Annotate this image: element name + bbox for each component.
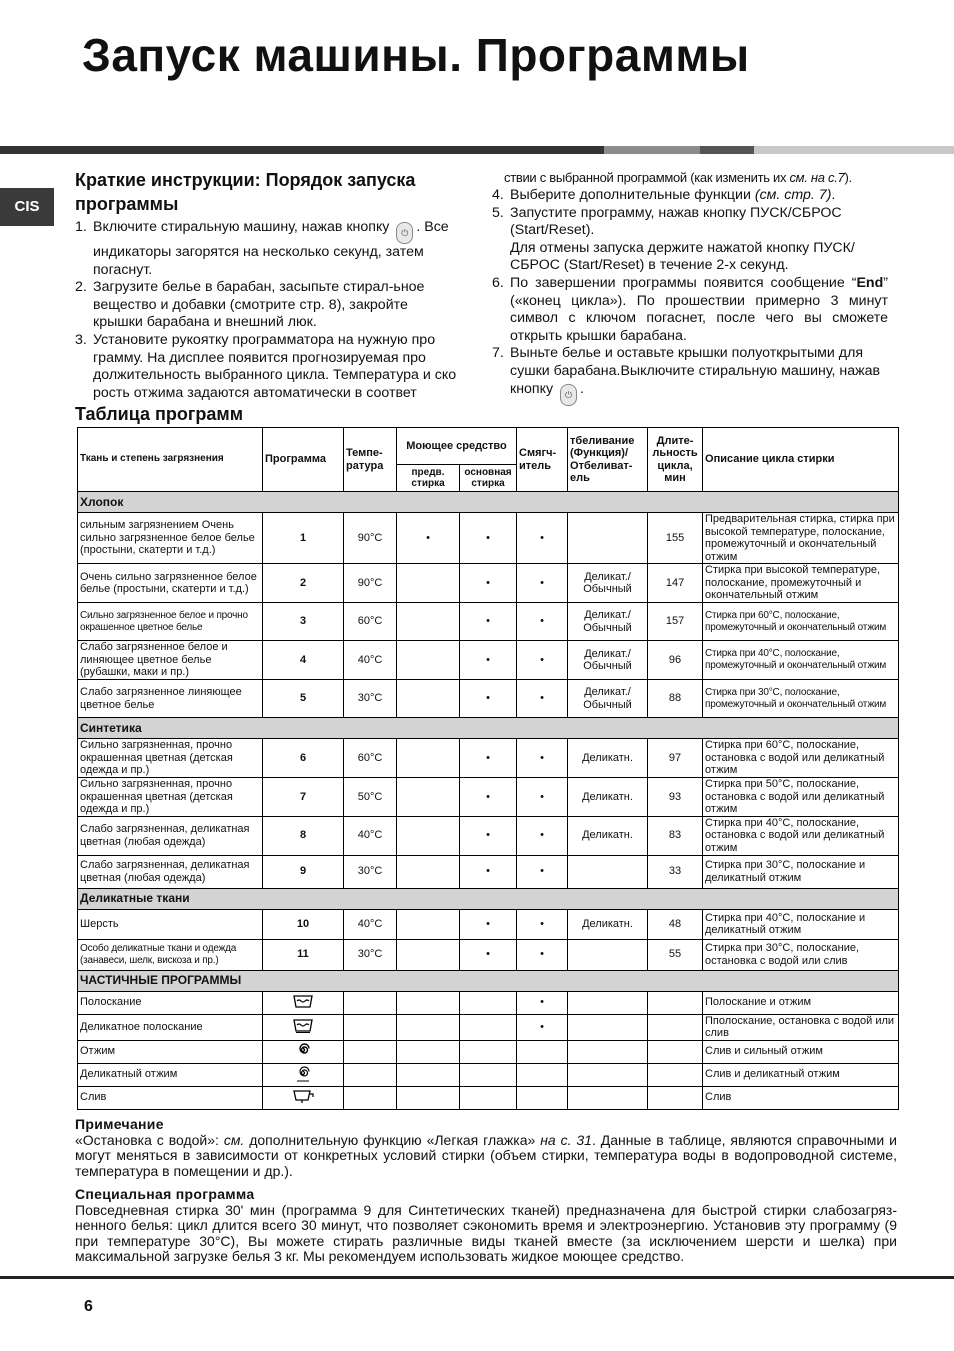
- group-row: [78, 492, 899, 513]
- cell-description: Предварительная стирка, стирка при высокой температуре, полоскание, промежуточный и окончательный отжим: [703, 513, 899, 564]
- cell-prewash: [397, 778, 460, 817]
- delicate-spin-icon: [294, 1064, 312, 1086]
- drain-icon: [291, 1088, 315, 1108]
- cell-softener: [517, 1040, 568, 1063]
- cell-program-icon: [263, 1086, 344, 1109]
- footer-line: [0, 1276, 954, 1279]
- cell-prewash: [397, 1063, 460, 1086]
- cell-description: Стирка при высокой температуре, полоскание, промежуточный и окончательный отжим: [703, 564, 899, 603]
- header-bar-dark-2: [700, 146, 754, 154]
- table-row: [78, 680, 899, 718]
- step-5: 5. Запустите программу, нажав кнопку ПУСК/СБРОС (Start/Reset). Для отмены запуска держите нажатой кнопку ПУСК/СБРОС (Start/Reset) в течение 2-х секунд.: [492, 204, 855, 274]
- cell-program: 4: [263, 641, 344, 680]
- cell-prewash: [397, 991, 460, 1014]
- cell-description: Стирка при 40°C, полоскание, промежуточный и окончательный отжим: [703, 641, 899, 680]
- table-row: [78, 1014, 899, 1040]
- cell-program-icon: [263, 1063, 344, 1086]
- cell-fabric: Деликатное полоскание: [78, 1014, 263, 1040]
- cell-program-icon: [263, 1014, 344, 1040]
- note-text: «Остановка с водой»: см. дополнительную функцию «Легкая глажка» на с. 31. Данные в таблице, являются справочными и могут меняться в зависимости от конкретных условий стирки (объем стирки, температура воды в водопроводной системе, температура в помещении и др.).: [75, 1131, 897, 1179]
- cell-softener: •: [517, 1014, 568, 1040]
- cell-bleach: [568, 513, 648, 564]
- cell-bleach: [568, 855, 648, 888]
- power-button-icon: ⏻: [560, 384, 577, 406]
- cell-bleach: [568, 1086, 648, 1109]
- steps-right-column: [492, 169, 888, 406]
- step-7: 7. Выньте белье и оставьте крышки полуоткрытыми для сушки барабана.Выключите стиральную машину, нажав кнопку ⏻ .: [492, 345, 888, 405]
- table-row: [78, 564, 899, 603]
- cell-bleach: Деликат./ Обычный: [568, 603, 648, 641]
- cell-softener: •: [517, 603, 568, 641]
- cell-mainwash: •: [460, 939, 517, 970]
- cell-duration: 88: [648, 680, 703, 718]
- table-row: [78, 603, 899, 641]
- cell-mainwash: [460, 1040, 517, 1063]
- table-row: [78, 739, 899, 778]
- cell-temp: [344, 1040, 397, 1063]
- cell-duration: 155: [648, 513, 703, 564]
- cell-prewash: [397, 1086, 460, 1109]
- cell-fabric: Слив: [78, 1086, 263, 1109]
- cell-program: 8: [263, 816, 344, 855]
- group-name: ЧАСТИЧНЫЕ ПРОГРАММЫ: [78, 970, 899, 991]
- notes-section: [75, 1117, 897, 1265]
- page-title: Запуск машины. Программы: [82, 29, 750, 81]
- cell-softener: [517, 1063, 568, 1086]
- power-button-icon: ⏻: [396, 222, 413, 244]
- cell-mainwash: •: [460, 778, 517, 817]
- cell-duration: 96: [648, 641, 703, 680]
- cell-fabric: Особо деликатные ткани и одежда (занавеси, шелк, вискоза и пр.): [78, 939, 263, 970]
- cell-temp: 40°C: [344, 816, 397, 855]
- cell-description: Стирка при 30°C, полоскание и деликатный отжим: [703, 855, 899, 888]
- cell-softener: •: [517, 816, 568, 855]
- step-3-continuation: ствии с выбранной программой (как изменить их см. на с.7).: [504, 170, 852, 185]
- cell-softener: [517, 1086, 568, 1109]
- cell-softener: •: [517, 641, 568, 680]
- header-detergent: Моющее средство: [397, 428, 517, 465]
- cell-program: 2: [263, 564, 344, 603]
- header-softener: Смягч-итель: [517, 428, 568, 492]
- cell-temp: 30°C: [344, 855, 397, 888]
- cell-temp: 30°C: [344, 939, 397, 970]
- cell-fabric: Слабо загрязненная, деликатная цветная (любая одежда): [78, 855, 263, 888]
- cell-fabric: Сильно загрязненная, прочно окрашенная цветная (детская одежда и пр.): [78, 739, 263, 778]
- cell-program-icon: [263, 1040, 344, 1063]
- cell-prewash: [397, 1040, 460, 1063]
- cell-program: 10: [263, 909, 344, 939]
- cell-softener: •: [517, 909, 568, 939]
- cell-fabric: Отжим: [78, 1040, 263, 1063]
- cell-temp: 40°C: [344, 641, 397, 680]
- cell-softener: •: [517, 939, 568, 970]
- cell-prewash: [397, 680, 460, 718]
- cell-fabric: Деликатный отжим: [78, 1063, 263, 1086]
- cell-fabric: Сильно загрязненная, прочно окрашенная цветная (детская одежда и пр.): [78, 778, 263, 817]
- cell-mainwash: [460, 991, 517, 1014]
- cell-prewash: [397, 939, 460, 970]
- cell-bleach: Деликат./ Обычный: [568, 564, 648, 603]
- special-program-text: Повседневная стирка 30' мин (программа 9 для Синтетических тканей) предназначена для быстрой стирки слабозагряз-ненного белья: цикл длится всего 30 минут, что позволяет сэкономить время и электроэнергию. Установив эту программу (9 при температуре 30°C), Вы можете стирать различные виды тканей вместе (за исключением шерсти и шелка) при максимальной загрузке белья 3 кг. Мы рекомендуем использовать жидкое моющее средство.: [75, 1201, 897, 1264]
- header-prewash: предв. стирка: [397, 465, 460, 492]
- step-2: 2. Загрузите белье в барабан, засыпьте стирал-ьное вещество и добавки (смотрите стр. 8), закройте крышки барабана и внешний люк.: [75, 279, 425, 331]
- cell-prewash: •: [397, 513, 460, 564]
- cell-softener: •: [517, 739, 568, 778]
- special-program-title: Специальная программа: [75, 1186, 255, 1202]
- table-row: [78, 641, 899, 680]
- header-bar-mid: [604, 146, 700, 154]
- cell-bleach: Деликат./ Обычный: [568, 641, 648, 680]
- cell-program: 11: [263, 939, 344, 970]
- cell-duration: 93: [648, 778, 703, 817]
- cell-program: 9: [263, 855, 344, 888]
- cell-softener: •: [517, 513, 568, 564]
- cell-duration: [648, 1014, 703, 1040]
- cell-fabric: Шерсть: [78, 909, 263, 939]
- header-fabric: Ткань и степень загрязнения: [78, 428, 263, 492]
- steps-left-column: [75, 219, 461, 402]
- header-duration: Длите-льность цикла, мин: [648, 428, 703, 492]
- group-row: [78, 888, 899, 909]
- cell-prewash: [397, 1014, 460, 1040]
- cell-description: Стирка при 60°C, полоскание, промежуточный и окончательный отжим: [703, 603, 899, 641]
- cell-prewash: [397, 564, 460, 603]
- program-table-body: [78, 492, 899, 1110]
- table-row: [78, 1040, 899, 1063]
- cell-fabric: Слабо загрязненное белое и линяющее цветное белье (рубашки, маки и пр.): [78, 641, 263, 680]
- steps-list-right: [492, 187, 888, 406]
- cell-fabric: Сильно загрязненное белое и прочно окрашенное цветное белье: [78, 603, 263, 641]
- cell-duration: [648, 1086, 703, 1109]
- cell-description: Стирка при 40°C, полоскание, остановка с водой или деликатный отжим: [703, 816, 899, 855]
- cell-temp: [344, 991, 397, 1014]
- cell-mainwash: •: [460, 855, 517, 888]
- cell-temp: 60°C: [344, 739, 397, 778]
- cell-prewash: [397, 909, 460, 939]
- cell-temp: 40°C: [344, 909, 397, 939]
- cell-temp: 60°C: [344, 603, 397, 641]
- cell-mainwash: •: [460, 680, 517, 718]
- cell-duration: 33: [648, 855, 703, 888]
- cell-mainwash: •: [460, 564, 517, 603]
- step-4: 4. Выберите дополнительные функции (см. стр. 7).: [492, 187, 836, 203]
- cell-description: Полоскание и отжим: [703, 991, 899, 1014]
- cell-bleach: [568, 1014, 648, 1040]
- table-row: [78, 855, 899, 888]
- cell-bleach: Деликатн.: [568, 816, 648, 855]
- cell-prewash: [397, 641, 460, 680]
- cell-mainwash: •: [460, 909, 517, 939]
- cell-program: 6: [263, 739, 344, 778]
- cell-fabric: Полоскание: [78, 991, 263, 1014]
- cell-description: Слив и сильный отжим: [703, 1040, 899, 1063]
- cell-fabric: Слабо загрязненная, деликатная цветная (любая одежда): [78, 816, 263, 855]
- cell-description: Слив и деликатный отжим: [703, 1063, 899, 1086]
- cell-description: Стирка при 30°C, полоскание, промежуточный и окончательный отжим: [703, 680, 899, 718]
- cell-temp: [344, 1086, 397, 1109]
- group-row: [78, 718, 899, 739]
- group-name: Хлопок: [78, 492, 899, 513]
- cell-description: Стирка при 50°C, полоскание, остановка с водой или деликатный отжим: [703, 778, 899, 817]
- cell-mainwash: •: [460, 641, 517, 680]
- spin-icon: [294, 1041, 312, 1063]
- cell-program: 5: [263, 680, 344, 718]
- page-number: 6: [84, 1298, 93, 1315]
- cell-fabric: сильным загрязнением Очень сильно загрязненное белое белье (простыни, скатерти и т.д.): [78, 513, 263, 564]
- language-tab: CIS: [0, 188, 54, 226]
- cell-description: Слив: [703, 1086, 899, 1109]
- cell-duration: 147: [648, 564, 703, 603]
- cell-bleach: [568, 991, 648, 1014]
- header-temp: Темпе-ратура: [344, 428, 397, 492]
- cell-softener: •: [517, 991, 568, 1014]
- cell-softener: •: [517, 564, 568, 603]
- header-description: Описание цикла стирки: [703, 428, 899, 492]
- header-bar: [0, 146, 954, 154]
- group-name: Деликатные ткани: [78, 888, 899, 909]
- header-program: Программа: [263, 428, 344, 492]
- cell-softener: •: [517, 778, 568, 817]
- header-mainwash: основная стирка: [460, 465, 517, 492]
- group-name: Синтетика: [78, 718, 899, 739]
- delicate-rinse-icon: [292, 1017, 314, 1037]
- cell-softener: •: [517, 855, 568, 888]
- cell-mainwash: •: [460, 513, 517, 564]
- cell-duration: 55: [648, 939, 703, 970]
- cell-description: Стирка при 60°C, полоскание, остановка с водой или деликатный отжим: [703, 739, 899, 778]
- quick-instructions-title: Краткие инструкции: Порядок запуска программы: [75, 170, 416, 214]
- table-row: [78, 1063, 899, 1086]
- cell-mainwash: •: [460, 816, 517, 855]
- cell-bleach: Деликатн.: [568, 778, 648, 817]
- table-row: [78, 939, 899, 970]
- header-bleach: тбеливание (Функция)/ Отбеливат-ель: [568, 428, 648, 492]
- cell-mainwash: [460, 1063, 517, 1086]
- cell-fabric: Очень сильно загрязненное белое белье (простыни, скатерти и т.д.): [78, 564, 263, 603]
- cell-program: 1: [263, 513, 344, 564]
- cell-prewash: [397, 603, 460, 641]
- step-3: 3. Установите рукоятку программатора на нужную про грамму. На дисплее появится прогнозируемая про должительность выбранного цикла. Температура и ско рость отжима задаются автоматически в соответ: [75, 331, 457, 401]
- cell-duration: 97: [648, 739, 703, 778]
- group-row: [78, 970, 899, 991]
- cell-mainwash: [460, 1086, 517, 1109]
- cell-temp: 30°C: [344, 680, 397, 718]
- cell-temp: 90°C: [344, 564, 397, 603]
- cell-duration: [648, 1040, 703, 1063]
- cell-temp: 50°C: [344, 778, 397, 817]
- cell-mainwash: •: [460, 603, 517, 641]
- header-bar-dark: [0, 146, 604, 154]
- cell-prewash: [397, 739, 460, 778]
- table-row: [78, 513, 899, 564]
- cell-mainwash: •: [460, 739, 517, 778]
- table-row: [78, 816, 899, 855]
- cell-program: 7: [263, 778, 344, 817]
- cell-temp: 90°C: [344, 513, 397, 564]
- cell-description: Стирка при 40°C, полоскание и деликатный отжим: [703, 909, 899, 939]
- cell-bleach: Деликатн.: [568, 739, 648, 778]
- cell-bleach: Деликат./ Обычный: [568, 680, 648, 718]
- note-title: Примечание: [75, 1116, 164, 1132]
- cell-temp: [344, 1014, 397, 1040]
- cell-duration: 48: [648, 909, 703, 939]
- cell-bleach: [568, 1040, 648, 1063]
- cell-fabric: Слабо загрязненное линяющее цветное белье: [78, 680, 263, 718]
- cell-duration: [648, 1063, 703, 1086]
- table-row: [78, 778, 899, 817]
- rinse-icon: [292, 993, 314, 1013]
- step-1: 1. Включите стиральную машину, нажав кнопку ⏻ . Все индикаторы загорятся на несколько секунд, затем погаснут.: [75, 219, 449, 278]
- cell-prewash: [397, 855, 460, 888]
- cell-duration: 157: [648, 603, 703, 641]
- cell-duration: 83: [648, 816, 703, 855]
- program-table-title: Таблица программ: [75, 404, 244, 424]
- table-row: [78, 909, 899, 939]
- header-bar-light: [754, 146, 954, 154]
- cell-bleach: [568, 939, 648, 970]
- program-table: [77, 427, 899, 1110]
- cell-description: Пполоскание, остановка с водой или слив: [703, 1014, 899, 1040]
- cell-bleach: Деликатн.: [568, 909, 648, 939]
- cell-softener: •: [517, 680, 568, 718]
- cell-bleach: [568, 1063, 648, 1086]
- cell-program-icon: [263, 991, 344, 1014]
- table-row: [78, 991, 899, 1014]
- cell-prewash: [397, 816, 460, 855]
- cell-duration: [648, 991, 703, 1014]
- cell-program: 3: [263, 603, 344, 641]
- steps-list-left: [75, 219, 461, 402]
- table-row: [78, 1086, 899, 1109]
- step-6: 6. По завершении программы появится сообщение “End” («конец цикла»). По прошествии примерно 3 минут символ с ключом погаснет, после чего вы сможете открыть крышки барабана.: [492, 274, 888, 344]
- cell-description: Стирка при 30°C, полоскание, остановка с водой или слив: [703, 939, 899, 970]
- cell-mainwash: [460, 1014, 517, 1040]
- cell-temp: [344, 1063, 397, 1086]
